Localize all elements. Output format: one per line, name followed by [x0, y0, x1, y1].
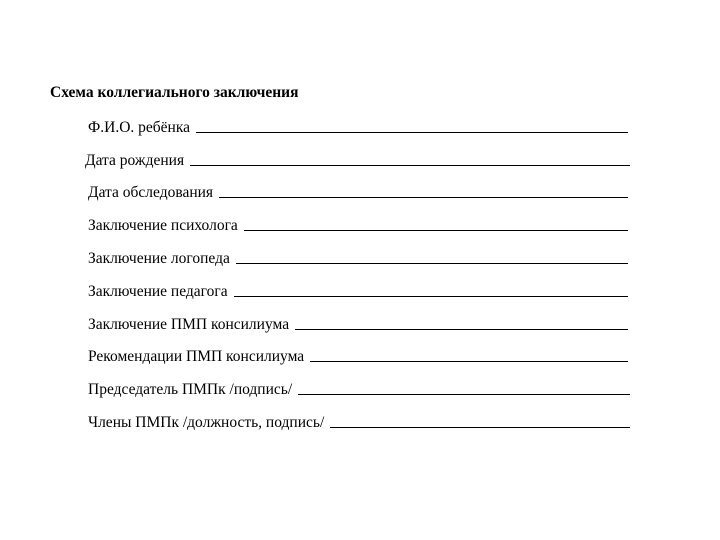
field-council-conclusion: [88, 312, 628, 334]
form-title: Схема коллегиального заключения: [50, 84, 299, 101]
blank-line[interactable]: [244, 229, 628, 231]
field-speech-therapist-conclusion: [88, 246, 628, 268]
field-label: Члены ПМПк /должность, подпись/: [88, 414, 325, 431]
field-label: Дата рождения: [85, 152, 185, 169]
field-label: Заключение педагога: [88, 283, 228, 300]
field-psychologist-conclusion: [88, 213, 628, 235]
field-birth-date: [85, 148, 630, 170]
blank-line[interactable]: [295, 328, 628, 330]
field-label: Председатель ПМПк /подпись/: [88, 381, 293, 398]
blank-line[interactable]: [330, 426, 630, 428]
blank-line[interactable]: [236, 262, 628, 264]
field-label: Заключение психолога: [88, 217, 238, 234]
field-label: Дата обследования: [88, 184, 214, 201]
field-child-name: [88, 115, 628, 137]
field-members-signature: [88, 410, 630, 432]
field-teacher-conclusion: [88, 279, 628, 301]
field-chairman-signature: [88, 377, 630, 399]
blank-line[interactable]: [298, 393, 630, 395]
blank-line[interactable]: [219, 196, 628, 198]
blank-line[interactable]: [190, 164, 630, 166]
field-label: Ф.И.О. ребёнка: [88, 119, 190, 136]
field-exam-date: [88, 180, 628, 202]
blank-line[interactable]: [196, 131, 628, 133]
blank-line[interactable]: [310, 360, 628, 362]
field-label: Заключение логопеда: [88, 250, 230, 267]
blank-line[interactable]: [234, 295, 628, 297]
field-council-recommendations: [88, 344, 628, 366]
field-label: Заключение ПМП консилиума: [88, 316, 290, 333]
field-label: Рекомендации ПМП консилиума: [88, 348, 305, 365]
